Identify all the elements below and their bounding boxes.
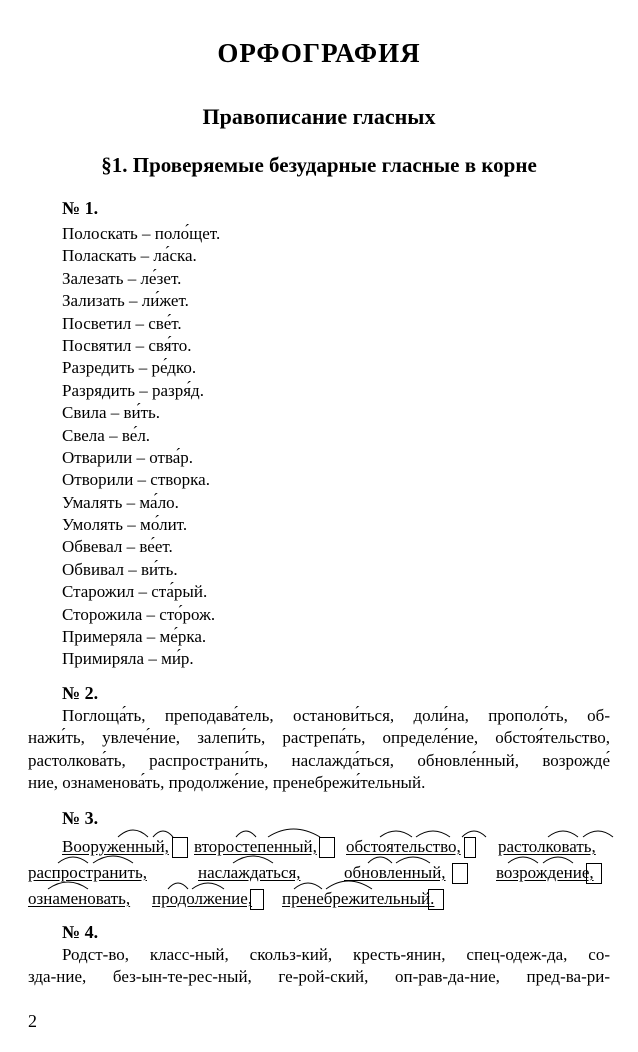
exercise-2-label: № 2. bbox=[62, 683, 99, 703]
list-item: Поласкать – ла́ска. bbox=[62, 246, 197, 266]
exercise-3-label: № 3. bbox=[62, 808, 99, 828]
paragraph-line: ние, ознаменова́ть, продолже́ние, пренебрежи́тельный. bbox=[28, 773, 426, 793]
ending-box bbox=[428, 889, 444, 910]
paragraph-line: растолкова́ть, распространи́ть, наслажда́ться, обновле́нный, возрожде́ bbox=[28, 750, 610, 770]
subchapter-title: Правописание гласных bbox=[202, 104, 436, 129]
list-item: Примеряла – ме́рка. bbox=[62, 627, 207, 647]
paragraph-line: Родст-во, класс-ный, скольз-кий, кресть-янин, спец-одеж-да, со- bbox=[62, 945, 610, 964]
ending-box bbox=[250, 889, 264, 910]
list-item: Старожил – ста́рый. bbox=[62, 582, 208, 602]
list-item: Посветил – све́т. bbox=[62, 313, 182, 333]
list-item: Умалять – ма́ло. bbox=[62, 492, 179, 512]
page-number: 2 bbox=[28, 1011, 37, 1031]
word-analysis: второстепенный, bbox=[194, 837, 317, 856]
list-item: Примиряла – ми́р. bbox=[62, 649, 194, 669]
list-item: Залезать – ле́зет. bbox=[62, 268, 182, 288]
word-analysis: продолжение, bbox=[152, 889, 253, 908]
list-item: Сторожила – сто́рож. bbox=[62, 604, 216, 624]
list-item: Отворили – створка. bbox=[62, 470, 210, 490]
exercise-3-row bbox=[28, 885, 610, 911]
paragraph-line: нажи́ть, увлече́ние, залепи́ть, растрепа́ть, определе́ние, обстоя́тельство, bbox=[28, 728, 610, 748]
chapter-title: ОРФОГРАФИЯ bbox=[217, 38, 421, 68]
exercise-2-text bbox=[28, 705, 610, 795]
exercise-1-label: № 1. bbox=[62, 198, 99, 218]
exercise-4-label: № 4. bbox=[62, 922, 99, 942]
word-analysis: обстоятельство, bbox=[346, 837, 461, 856]
root-arc-marks bbox=[28, 849, 610, 867]
word-analysis: наслаждаться, bbox=[198, 863, 301, 882]
word-analysis: растолковать, bbox=[498, 837, 596, 856]
list-item: Свила – ви́ть. bbox=[62, 403, 161, 423]
list-item: Разредить – ре́дко. bbox=[62, 358, 197, 378]
list-item: Умолять – мо́лит. bbox=[62, 515, 188, 535]
exercise-4-text bbox=[28, 944, 610, 989]
word-analysis: пренебрежительный. bbox=[282, 889, 435, 908]
section-title: §1. Проверяемые безударные гласные в корне bbox=[101, 153, 537, 177]
paragraph-line: зда-ние, без-ын-те-рес-ный, ге-рой-ский, оп-рав-да-ние, пред-ва-ри- bbox=[28, 967, 610, 987]
word-analysis: Вооруженный, bbox=[62, 837, 169, 856]
list-item: Разрядить – разря́д. bbox=[62, 380, 204, 400]
list-item: Отварили – отва́р. bbox=[62, 447, 194, 467]
list-item: Обвивал – ви́ть. bbox=[62, 559, 178, 579]
list-item: Посвятил – свя́то. bbox=[62, 335, 192, 355]
list-item: Зализать – ли́жет. bbox=[62, 291, 189, 311]
exercise-1-list bbox=[62, 223, 220, 671]
word-analysis: ознаменовать, bbox=[28, 889, 131, 908]
paragraph-line: Поглоща́ть, преподава́тель, останови́ться, доли́на, прополо́ть, об- bbox=[62, 706, 610, 725]
root-arc-marks bbox=[58, 823, 618, 841]
word-analysis: распространить, bbox=[28, 863, 147, 882]
list-item: Полоскать – поло́щет. bbox=[62, 224, 221, 243]
list-item: Свела – ве́л. bbox=[62, 425, 151, 445]
root-arc-marks bbox=[28, 875, 610, 893]
word-analysis: возрождение, bbox=[496, 863, 594, 882]
word-analysis: обновленный, bbox=[344, 863, 446, 882]
list-item: Обвевал – ве́ет. bbox=[62, 537, 173, 557]
